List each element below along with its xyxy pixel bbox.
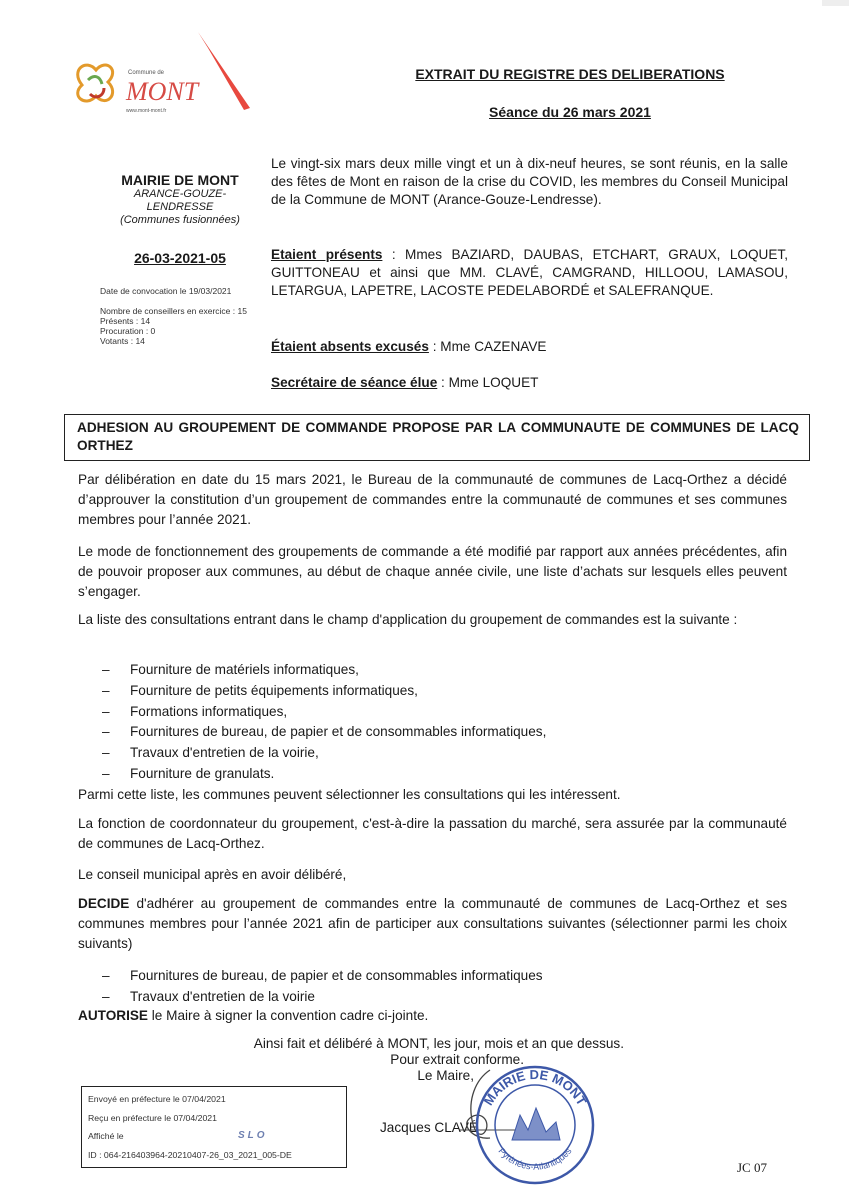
intro-paragraph: Le vingt-six mars deux mille vingt et un à dix-neuf heures, se sont réunis, en la salle des fêtes de Mont en raison de la crise du COVID, les membres du Conseil Municipal de la Commune de MONT (Arance-Gouze-Lendresse). bbox=[271, 156, 788, 207]
list-item: – Fournitures de bureau, de papier et de consommables informatiques, bbox=[102, 722, 782, 743]
paragraph-3: La liste des consultations entrant dans le champ d'application du groupement de commandes est la suivante : bbox=[78, 612, 738, 627]
count-line: Nombre de conseillers en exercice : 15 bbox=[100, 306, 247, 316]
logo-url-text: www.mont-mont.fr bbox=[126, 108, 167, 114]
autorise-label: AUTORISE bbox=[78, 1008, 148, 1023]
convocation-date: Date de convocation le 19/03/2021 bbox=[100, 286, 232, 296]
secretaire-line bbox=[271, 375, 788, 390]
autorise-paragraph bbox=[78, 1006, 787, 1026]
decide-paragraph bbox=[78, 894, 787, 954]
logo-small-text: Commune de bbox=[128, 70, 165, 76]
presents-paragraph bbox=[271, 246, 788, 300]
mairie-stamp bbox=[470, 1060, 600, 1190]
session-date: Séance du 26 mars 2021 bbox=[489, 104, 651, 120]
list-item: – Fournitures de bureau, de papier et de consommables informatiques bbox=[102, 966, 782, 987]
mairie-block bbox=[80, 172, 280, 227]
commune-logo bbox=[68, 30, 258, 120]
count-line: Procuration : 0 bbox=[100, 326, 156, 336]
secretaire-text: : Mme LOQUET bbox=[437, 375, 539, 390]
absents-label: Étaient absents excusés bbox=[271, 339, 429, 354]
signer-name: Jacques CLAVÉ bbox=[380, 1120, 478, 1135]
mairie-sub-1: ARANCE-GOUZE- bbox=[133, 188, 227, 200]
list-item: – Travaux d'entretien de la voirie bbox=[102, 987, 782, 1008]
slo-mark: SLO bbox=[238, 1130, 268, 1141]
presents-label: Etaient présents bbox=[271, 247, 383, 262]
presents-text: : Mmes BAZIARD, DAUBAS, ETCHART, GRAUX, LOQUET, GUITTONEAU et ainsi que MM. CLAVÉ, CAMGRAND, HILLOOU, LAMASOU, LETARGUA, LAPETRE, LACOSTE PEDELABORDÉ et SALEFRANQUE. bbox=[271, 247, 788, 298]
posted-line bbox=[88, 1127, 340, 1146]
mairie-name: MAIRIE DE MONT bbox=[121, 172, 239, 188]
mairie-sub-2: LENDRESSE bbox=[146, 201, 214, 213]
stamp-bottom-text: Pyrénées-Atlantiques bbox=[496, 1145, 574, 1172]
closing-line-1: Ainsi fait et délibéré à MONT, les jour, mois et an que dessus. bbox=[253, 1036, 624, 1051]
absents-text: : Mme CAZENAVE bbox=[428, 339, 547, 354]
subject-box: ADHESION AU GROUPEMENT DE COMMANDE PROPOSE PAR LA COMMUNAUTE DE COMMUNES DE LACQ ORTHEZ bbox=[64, 414, 810, 461]
svg-text:MAIRIE DE MONT bbox=[481, 1067, 590, 1108]
absents-line bbox=[271, 339, 788, 354]
council-counts bbox=[100, 306, 247, 346]
closing-line-3: Le Maire, bbox=[417, 1068, 474, 1083]
stamp-top-text: MAIRIE DE MONT bbox=[480, 1066, 590, 1108]
list-item: – Fourniture de granulats. bbox=[102, 764, 782, 785]
decide-text: d'adhérer au groupement de commandes entre la communauté de communes de Lacq-Orthez et ses communes membres pour l’année 2021 afin de participer aux consultations suivantes (sélectionner parmi les choix suivants) bbox=[78, 896, 787, 951]
list-item: – Fourniture de matériels informatiques, bbox=[102, 660, 782, 681]
count-line: Présents : 14 bbox=[100, 316, 151, 326]
list-item: – Travaux d'entretien de la voirie, bbox=[102, 743, 782, 764]
list-item: – Formations informatiques, bbox=[102, 702, 782, 723]
count-line: Votants : 14 bbox=[100, 336, 145, 346]
selected-list bbox=[102, 966, 782, 1008]
consultations-list bbox=[102, 660, 782, 785]
after-list-paragraph: Parmi cette liste, les communes peuvent sélectionner les consultations qui les intéressent. bbox=[78, 787, 621, 802]
council-paragraph: Le conseil municipal après en avoir délibéré, bbox=[78, 867, 347, 882]
deliberation-number: 26-03-2021-05 bbox=[134, 250, 226, 266]
paragraph-1: Par délibération en date du 15 mars 2021, le Bureau de la communauté de communes de Lacq-Orthez a décidé d’approuver la constitution d’un groupement de commandes entre la communauté de communes et ses communes membres pour l’année 2021. bbox=[78, 472, 787, 527]
posted-label: Affiché le bbox=[88, 1131, 124, 1141]
id-line: ID : 064-216403964-20210407-26_03_2021_005-DE bbox=[88, 1149, 292, 1160]
closing-line-2: Pour extrait conforme. bbox=[390, 1052, 524, 1067]
transmission-box bbox=[81, 1086, 347, 1168]
logo-brand-text: MONT bbox=[126, 77, 199, 106]
decide-label: DECIDE bbox=[78, 896, 130, 911]
list-item: – Fourniture de petits équipements informatiques, bbox=[102, 681, 782, 702]
paragraph-2: Le mode de fonctionnement des groupements de commande a été modifié par rapport aux années précédentes, afin de pouvoir proposer aux communes, au début de chaque année civile, une liste d’achats sur lesquels elles peuvent s’engager. bbox=[78, 544, 787, 599]
autorise-text: le Maire à signer la convention cadre ci-jointe. bbox=[148, 1008, 429, 1023]
register-title: EXTRAIT DU REGISTRE DES DELIBERATIONS bbox=[415, 66, 725, 82]
received-line: Reçu en préfecture le 07/04/2021 bbox=[88, 1112, 217, 1123]
coordinator-paragraph: La fonction de coordonnateur du groupement, c'est-à-dire la passation du marché, sera assurée par la communauté de communes de Lacq-Orthez. bbox=[78, 816, 787, 851]
footer-code: JC 07 bbox=[737, 1160, 767, 1175]
secretaire-label: Secrétaire de séance élue bbox=[271, 375, 438, 390]
mairie-sub-3: (Communes fusionnées) bbox=[120, 214, 240, 226]
scan-corner-mark bbox=[822, 0, 849, 6]
svg-text:Pyrénées-Atlantiques bbox=[496, 1146, 573, 1172]
sent-line: Envoyé en préfecture le 07/04/2021 bbox=[88, 1094, 226, 1104]
